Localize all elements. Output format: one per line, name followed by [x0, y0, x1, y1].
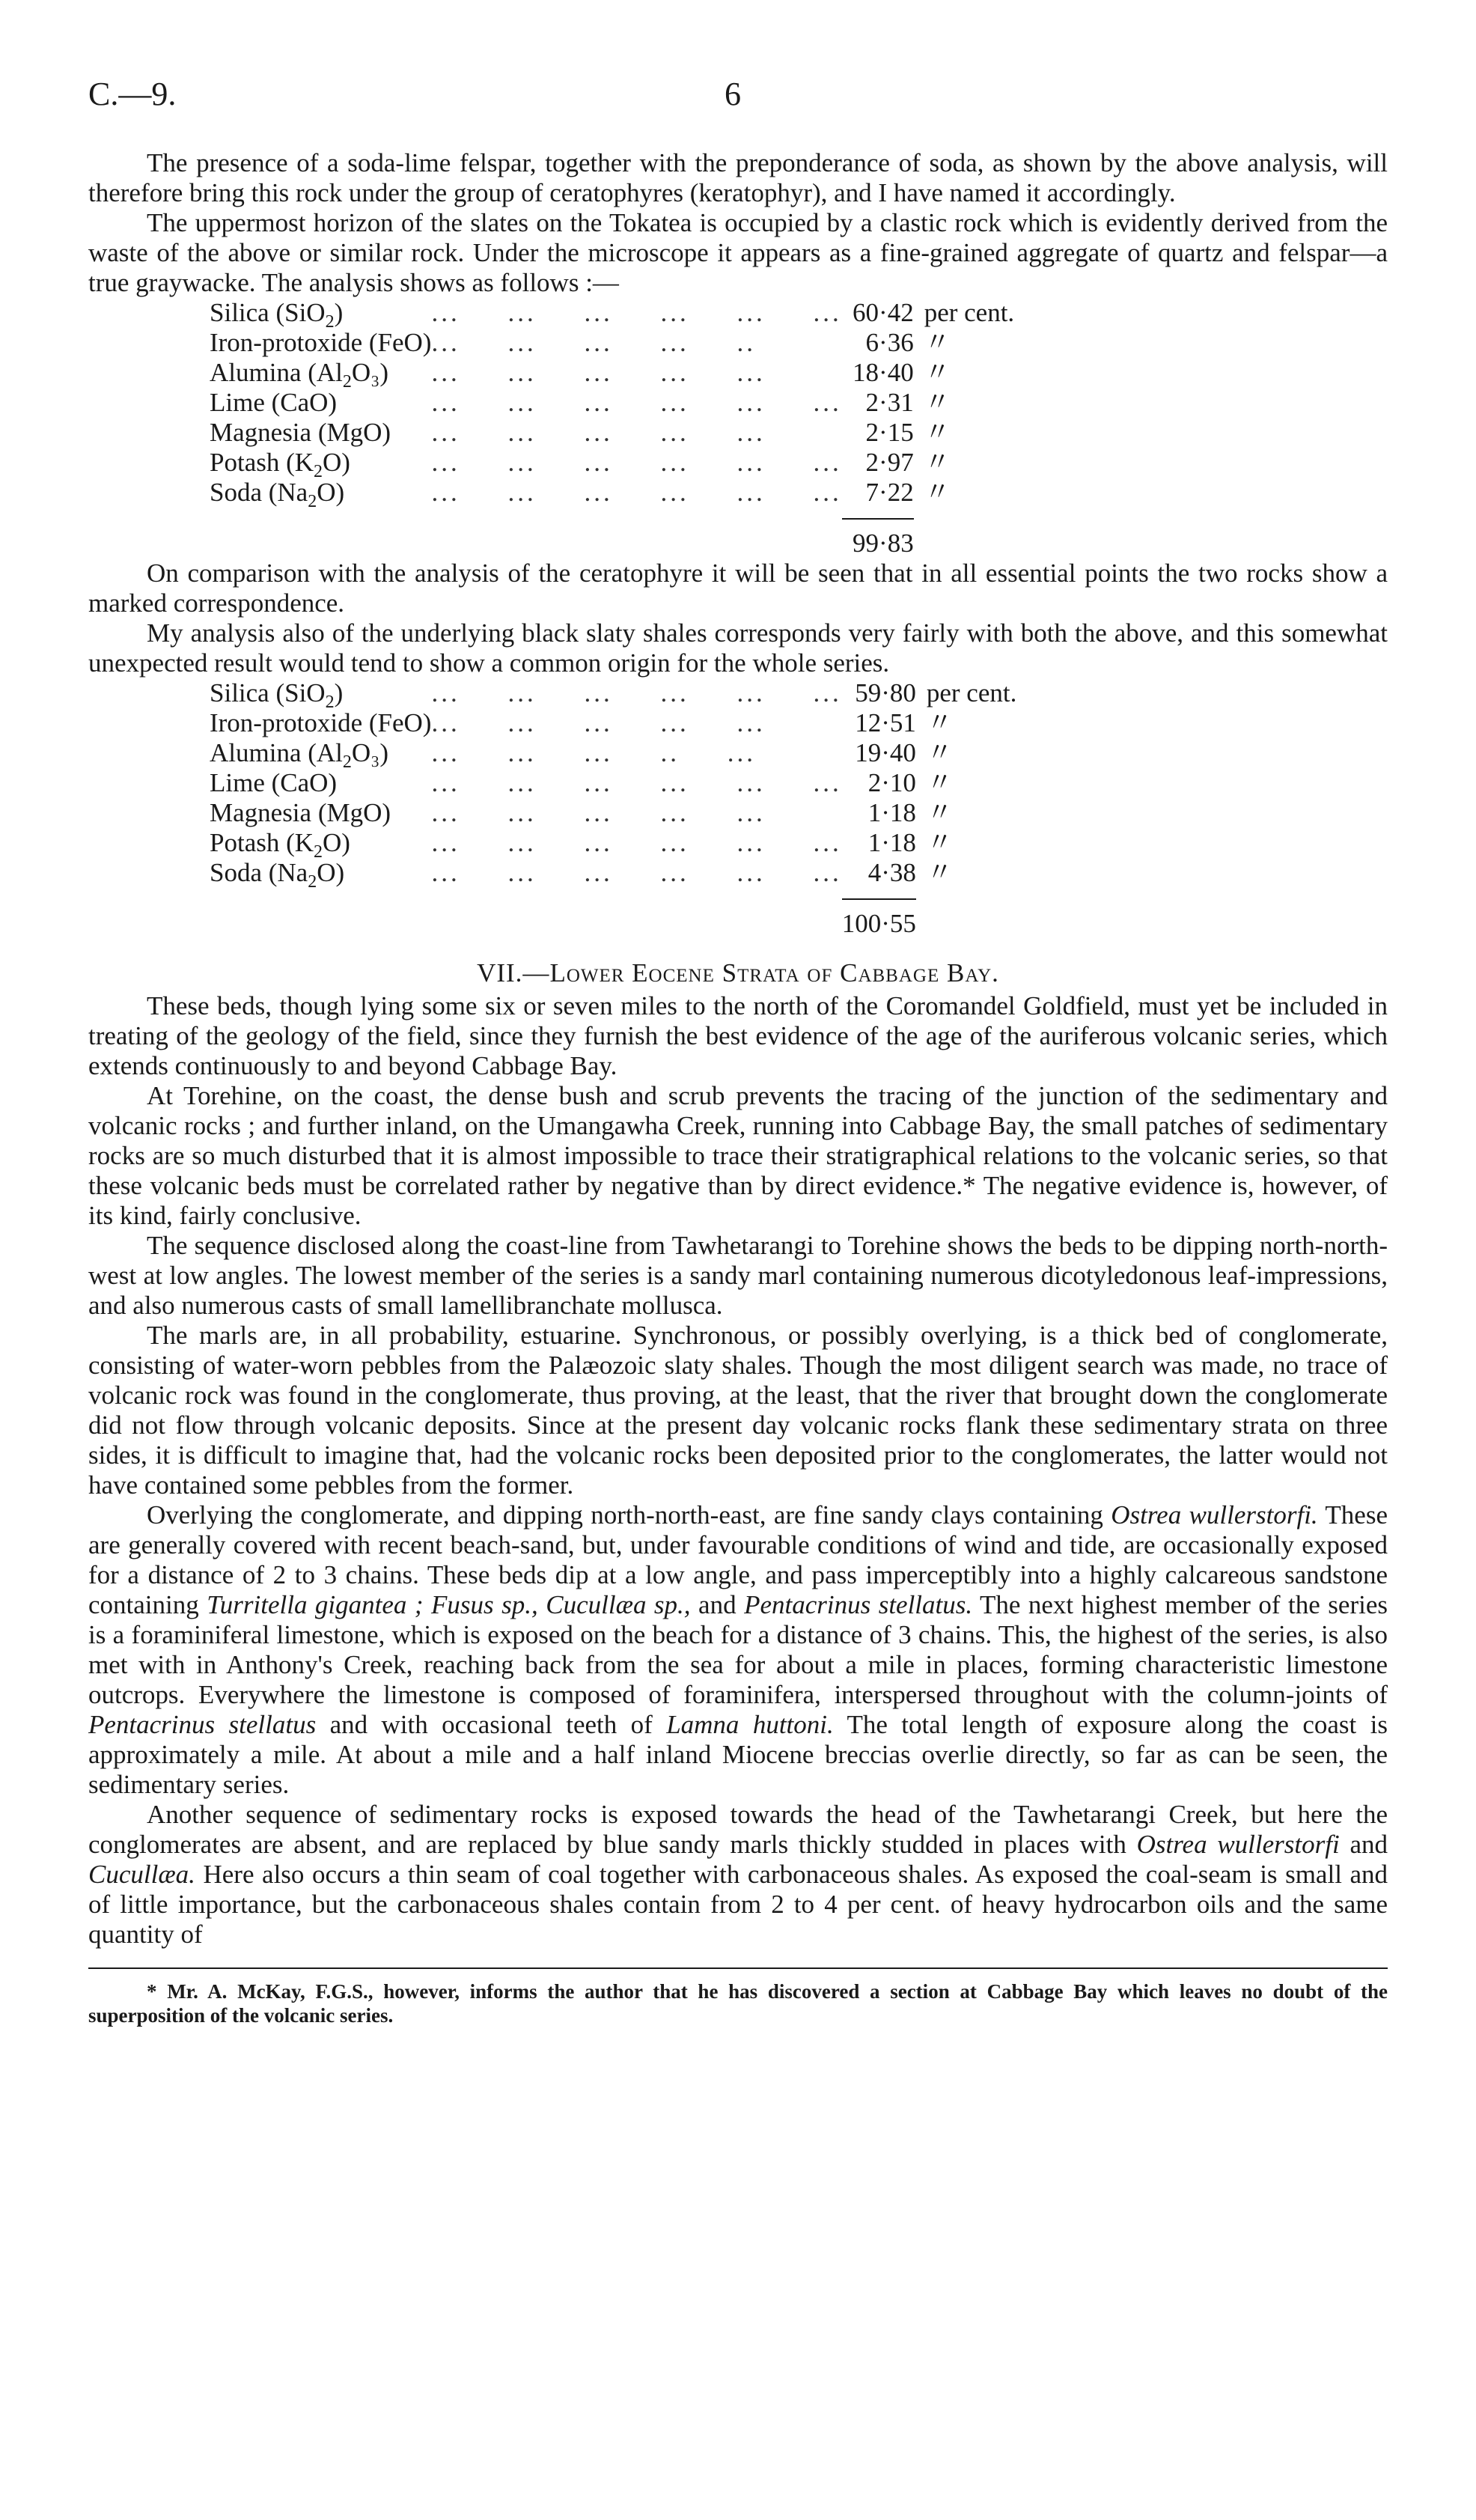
leader-dots: ... ... ... ... ... — [431, 358, 766, 387]
paragraph: These beds, though lying some six or seven miles to the north of the Coromandel Goldfield, must yet be included in treating of the geology of the field, since they furnish the best evidence of the age of the auriferous volcanic series, which extends continuously to and beyond Cabbage Bay. — [88, 991, 1388, 1080]
analysis-unit: 〃 — [924, 448, 951, 477]
analysis-value: 1·18 — [867, 828, 916, 857]
analysis-total-cell — [842, 888, 916, 939]
leader-dots: ... ... ... .. ... — [431, 738, 756, 767]
paragraph: The presence of a soda-lime felspar, together with the preponderance of soda, as shown by the above analysis, will therefore bring this rock under the group of ceratophyres (keratophyr), and I have named it accordingly. — [88, 148, 1388, 207]
analysis-component — [210, 358, 431, 392]
component-name-tail: O₃) — [351, 738, 389, 767]
analysis-row — [210, 828, 1076, 858]
component-name: Lime (CaO) — [210, 388, 338, 417]
species-name: Ostrea wullerstorfi. — [1111, 1500, 1318, 1530]
footnote: * Mr. A. McKay, F.G.S., however, informs the author that he has discovered a section at Cabbage Bay which leaves no doubt of the superposition of the volcanic series. — [88, 1980, 1388, 2027]
component-name-tail: O) — [323, 448, 350, 477]
analysis-unit: 〃 — [924, 478, 951, 507]
text-run: Overlying the conglomerate, and dipping north-north-east, are fine sandy clays containing — [147, 1500, 1111, 1530]
spacer — [914, 508, 1074, 559]
component-name: Iron-protoxide (FeO) — [210, 328, 432, 357]
text-run: The next highest member of the series is a foraminiferal limestone, which is exposed on the beach for a distance of 3 chains. This, the highest of the series, is also met with in Anthony's Creek, reaching back from the sea for about a mile in places, forming characteristic limestone outcrops. Everywhere the limestone is composed of foraminifera, interspersed throughout with the column-joints of — [88, 1590, 1388, 1709]
analysis-component — [210, 678, 431, 712]
analysis-total-cell — [842, 508, 914, 559]
paragraph: The sequence disclosed along the coast-line from Tawhetarangi to Torehine shows the beds to be dipping north-north-west at low angles. The lowest member of the series is a sandy marl containing numerous dicotyledonous leaf-impressions, and also numerous casts of small lamellibranchate mollusca. — [88, 1231, 1388, 1320]
footnote-divider — [88, 1967, 1388, 1969]
analysis-component — [210, 388, 431, 418]
species-name: Ostrea wullerstorfi — [1136, 1830, 1340, 1859]
page-header-reference: C.—9. — [88, 76, 177, 112]
component-name: Magnesia (MgO) — [210, 798, 391, 827]
leader-dots: ... ... ... ... ... ... — [431, 478, 842, 507]
component-name-tail: O) — [317, 858, 345, 887]
analysis-unit: 〃 — [926, 738, 953, 767]
analysis-row — [210, 388, 1074, 418]
analysis-unit: 〃 — [924, 328, 951, 357]
page-number: 6 — [725, 76, 741, 112]
analysis-component — [210, 418, 431, 448]
analysis-total-row — [210, 888, 1076, 939]
analysis-total: 100·55 — [842, 898, 916, 939]
text-run: The total length of exposure along the coast is approximately a mile. At about a mile and a half inland Miocene breccias overlie directly, so far as can be seen, the sedimentary series. — [88, 1710, 1388, 1799]
component-subscript: 2 — [314, 842, 323, 862]
analysis-component — [210, 448, 431, 481]
component-subscript: 2 — [314, 462, 323, 481]
section-title: Lower Eocene Strata of Cabbage Bay. — [549, 958, 999, 987]
analysis-row — [210, 328, 1074, 358]
analysis-row — [210, 708, 1076, 738]
component-name-tail: O) — [323, 828, 350, 857]
leader-dots: ... ... ... ... ... ... — [431, 298, 842, 327]
analysis-component — [210, 768, 431, 798]
analysis-unit: 〃 — [924, 388, 951, 417]
component-subscript: 2 — [342, 372, 352, 392]
section-heading — [88, 958, 1388, 988]
analysis-unit: 〃 — [926, 828, 953, 857]
leader-dots: ... ... ... ... ... — [431, 708, 766, 737]
analysis-row — [210, 858, 1076, 888]
component-name: Lime (CaO) — [210, 768, 338, 797]
leader-dots: ... ... ... ... .. — [431, 328, 756, 357]
analysis-value: 2·31 — [865, 388, 914, 417]
spacer — [431, 888, 841, 939]
analysis-value: 2·15 — [865, 418, 914, 447]
leader-dots: ... ... ... ... ... ... — [431, 858, 842, 887]
analysis-value: 60·42 — [853, 298, 914, 327]
analysis-component — [210, 708, 431, 738]
analysis-value: 12·51 — [855, 708, 916, 737]
analysis-row — [210, 798, 1076, 828]
species-name: Turritella gigantea ; Fusus sp., Cucullæa sp., — [207, 1590, 691, 1619]
leader-dots: ... ... ... ... ... — [431, 798, 766, 827]
component-subscript: 2 — [325, 312, 335, 332]
component-subscript: 2 — [308, 872, 317, 892]
analysis-component — [210, 738, 431, 772]
analysis-row — [210, 738, 1076, 768]
component-name-tail: O) — [317, 478, 345, 507]
analysis-unit: 〃 — [926, 768, 953, 797]
component-name: Magnesia (MgO) — [210, 418, 391, 447]
paragraph: The marls are, in all probability, estuarine. Synchronous, or possibly overlying, is a thick bed of conglomerate, consisting of water-worn pebbles from the Palæozoic slaty shales. Though the most diligent search was made, no trace of volcanic rock was found in the conglomerate, thus proving, at the least, that the river that brought down the conglomerate did not flow through volcanic deposits. Since at the present day volcanic rocks flank these sedimentary strata on three sides, it is difficult to imagine that, had the volcanic rocks been deposited prior to the conglomerates, the latter would not have contained some pebbles from the former. — [88, 1321, 1388, 1500]
paragraph: On comparison with the analysis of the ceratophyre it will be seen that in all essential points the two rocks show a marked correspondence. — [88, 559, 1388, 618]
analysis-component — [210, 328, 431, 358]
analysis-value: 2·97 — [865, 448, 914, 477]
component-name: Soda (Na — [210, 858, 308, 887]
component-subscript: 2 — [308, 492, 317, 511]
analysis-value: 2·10 — [867, 768, 916, 797]
analysis-row — [210, 768, 1076, 798]
analysis-value: 1·18 — [867, 798, 916, 827]
section-numeral: VII.— — [477, 958, 550, 987]
analysis-unit: 〃 — [924, 418, 951, 447]
body-text — [88, 148, 1388, 2027]
analysis-total: 99·83 — [842, 518, 914, 559]
paragraph: My analysis also of the underlying black slaty shales corresponds very fairly with both the above, and this somewhat unexpected result would tend to show a common origin for the whole series. — [88, 618, 1388, 678]
spacer — [210, 508, 431, 559]
analysis-row — [210, 418, 1074, 448]
spacer — [431, 508, 841, 559]
leader-dots: ... ... ... ... ... ... — [431, 448, 842, 477]
analysis-component — [210, 478, 431, 511]
analysis-row — [210, 448, 1074, 478]
leader-dots: ... ... ... ... ... ... — [431, 768, 842, 797]
component-name: Soda (Na — [210, 478, 308, 507]
component-name-tail: ) — [334, 678, 344, 707]
species-name: Lamna huttoni. — [666, 1710, 834, 1739]
analysis-component — [210, 798, 431, 828]
analysis-unit: 〃 — [926, 858, 953, 887]
species-name: Cucullæa. — [88, 1860, 195, 1889]
text-run: Here also occurs a thin seam of coal together with carbonaceous shales. As exposed the coal-seam is small and of little importance, but the carbonaceous shales contain from 2 to 4 per cent. of heavy hydrocarbon oils and the same quantity of — [88, 1860, 1388, 1949]
analysis-unit: per cent. — [924, 298, 1015, 327]
paragraph — [88, 1500, 1388, 1800]
analysis-total-row — [210, 508, 1074, 559]
component-name: Alumina (Al — [210, 358, 343, 387]
analysis-unit: 〃 — [926, 708, 953, 737]
analysis-unit: 〃 — [924, 358, 951, 387]
analysis-component — [210, 828, 431, 862]
analysis-row — [210, 478, 1074, 508]
component-name-tail: O₃) — [351, 358, 389, 387]
text-run: and — [1339, 1830, 1388, 1859]
analysis-unit: per cent. — [926, 678, 1017, 707]
leader-dots: ... ... ... ... ... — [431, 418, 766, 447]
analysis-value: 59·80 — [855, 678, 916, 707]
component-name: Iron-protoxide (FeO) — [210, 708, 432, 737]
analysis-unit: 〃 — [926, 798, 953, 827]
text-run: and — [690, 1590, 745, 1619]
text-run: These are generally covered with recent beach-sand, but, under favourable conditions of wind and tide, are occasionally exposed for a distance of 2 to 3 chains. These beds dip at a low angle, and pass imperceptibly into a highly calcareous sandstone containing — [88, 1500, 1388, 1619]
analysis-table-slaty-shales — [210, 678, 1076, 939]
analysis-component — [210, 858, 431, 892]
paragraph — [88, 1800, 1388, 1950]
analysis-row — [210, 298, 1074, 328]
leader-dots: ... ... ... ... ... ... — [431, 388, 842, 417]
analysis-component — [210, 298, 431, 332]
component-name: Potash (K — [210, 828, 314, 857]
spacer — [916, 888, 1076, 939]
component-name: Potash (K — [210, 448, 314, 477]
analysis-value: 6·36 — [865, 328, 914, 357]
species-name: Pentacrinus stellatus. — [744, 1590, 973, 1619]
species-name: Pentacrinus stellatus — [88, 1710, 317, 1739]
component-name: Silica (SiO — [210, 298, 326, 327]
analysis-row — [210, 358, 1074, 388]
component-name: Alumina (Al — [210, 738, 343, 767]
spacer — [210, 888, 431, 939]
component-name-tail: ) — [334, 298, 344, 327]
text-run: Another sequence of sedimentary rocks is exposed towards the head of the Tawhetarangi Creek, but here the conglomerates are absent, and are replaced by blue sandy marls thickly studded in places with — [88, 1800, 1388, 1859]
analysis-value: 19·40 — [855, 738, 916, 767]
leader-dots: ... ... ... ... ... ... — [431, 828, 842, 857]
component-subscript: 2 — [325, 693, 335, 712]
leader-dots: ... ... ... ... ... ... — [431, 678, 842, 707]
analysis-value: 4·38 — [867, 858, 916, 887]
analysis-row — [210, 678, 1076, 708]
paragraph: The uppermost horizon of the slates on the Tokatea is occupied by a clastic rock which is evidently derived from the waste of the above or similar rock. Under the microscope it appears as a fine-grained aggregate of quartz and felspar—a true graywacke. The analysis shows as follows :— — [88, 208, 1388, 297]
analysis-value: 18·40 — [853, 358, 914, 387]
text-run: and with occasional teeth of — [316, 1710, 667, 1739]
component-name: Silica (SiO — [210, 678, 326, 707]
analysis-value: 7·22 — [865, 478, 914, 507]
component-subscript: 2 — [342, 752, 352, 772]
analysis-table-graywacke — [210, 298, 1074, 559]
paragraph: At Torehine, on the coast, the dense bush and scrub prevents the tracing of the junction of the sedimentary and volcanic rocks ; and further inland, on the Umangawha Creek, running into Cabbage Bay, the small patches of sedimentary rocks are so much disturbed that it is almost impossible to trace their stratigraphical relations to the volcanic series, so that these volcanic beds must be correlated rather by negative than by direct evidence.* The negative evidence is, however, of its kind, fairly conclusive. — [88, 1081, 1388, 1230]
